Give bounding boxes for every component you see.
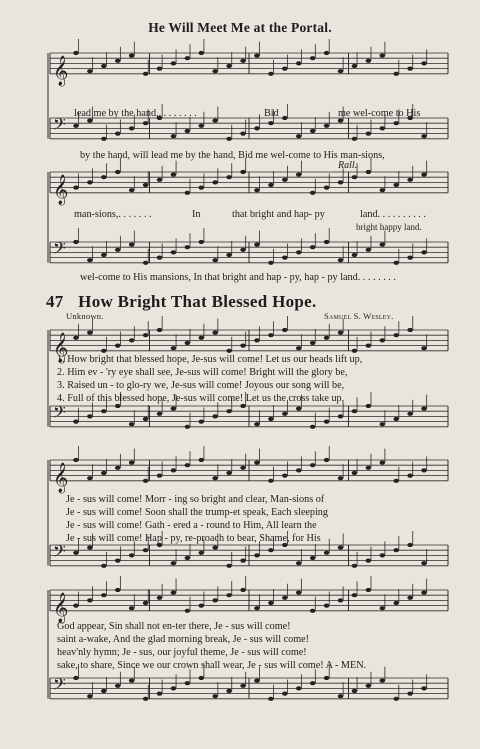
note-head bbox=[296, 591, 302, 595]
note-head bbox=[268, 548, 274, 552]
note-head bbox=[199, 551, 205, 555]
note-head bbox=[240, 588, 246, 592]
verse-line: Je - sus will come! Hap - py, re-proach to bear, Shame, for His bbox=[66, 533, 321, 544]
hymn-title: How Bright That Blessed Hope. bbox=[78, 292, 317, 311]
note-head bbox=[254, 338, 260, 342]
note-head bbox=[73, 420, 79, 424]
note-head bbox=[115, 466, 121, 470]
note-head bbox=[338, 258, 344, 262]
note-head bbox=[338, 69, 344, 73]
note-head bbox=[282, 67, 288, 71]
note-head bbox=[254, 243, 260, 247]
note-head bbox=[282, 256, 288, 260]
note-head bbox=[87, 258, 93, 262]
note-head bbox=[212, 414, 218, 418]
note-head bbox=[352, 564, 358, 568]
note-head bbox=[143, 548, 149, 552]
note-head bbox=[199, 604, 205, 608]
note-head bbox=[310, 191, 316, 195]
note-head bbox=[212, 258, 218, 262]
note-head bbox=[226, 175, 232, 179]
note-head bbox=[338, 694, 344, 698]
note-head bbox=[212, 119, 218, 123]
note-head bbox=[115, 344, 121, 348]
bass-clef-icon: 𝄢 bbox=[53, 238, 66, 262]
note-head bbox=[407, 474, 413, 478]
note-head bbox=[143, 417, 149, 421]
note-head bbox=[421, 61, 427, 65]
hymn-heading bbox=[46, 292, 317, 312]
note-head bbox=[73, 186, 79, 190]
note-head bbox=[421, 173, 427, 177]
note-head bbox=[226, 564, 232, 568]
note-head bbox=[171, 134, 177, 138]
note-head bbox=[199, 186, 205, 190]
note-head bbox=[129, 606, 135, 610]
note-head bbox=[115, 588, 121, 592]
verse-line: 2. Him ev - 'ry eye shall see, Je-sus will come! Bright will the glory be, bbox=[57, 367, 348, 378]
note-head bbox=[143, 261, 149, 265]
note-head bbox=[282, 328, 288, 332]
note-head bbox=[87, 119, 93, 123]
note-head bbox=[226, 409, 232, 413]
note-head bbox=[366, 559, 372, 563]
treble-clef-icon: 𝄞 bbox=[53, 332, 69, 363]
note-head bbox=[87, 414, 93, 418]
note-head bbox=[407, 543, 413, 547]
note-head bbox=[101, 64, 107, 68]
note-head bbox=[157, 412, 163, 416]
note-head bbox=[240, 684, 246, 688]
note-head bbox=[185, 556, 191, 560]
note-head bbox=[101, 137, 107, 141]
note-head bbox=[101, 253, 107, 257]
lyric-line: Bid bbox=[264, 108, 279, 119]
note-head bbox=[143, 183, 149, 187]
note-head bbox=[254, 679, 260, 683]
note-head bbox=[73, 604, 79, 608]
note-head bbox=[115, 59, 121, 63]
note-head bbox=[171, 561, 177, 565]
lyric-line: that bright and hap- py bbox=[232, 209, 325, 220]
note-head bbox=[324, 51, 330, 55]
verse-line: 1. How bright that blessed hope, Je-sus will come! Let us our heads lift up, bbox=[57, 354, 363, 365]
verse-line: sake, to share, Since we our crown shall wear, Je - sus will come! A - MEN. bbox=[57, 660, 367, 671]
note-head bbox=[324, 240, 330, 244]
note-head bbox=[157, 178, 163, 182]
note-head bbox=[129, 243, 135, 247]
previous-hymn-title: He Will Meet Me at the Portal. bbox=[148, 20, 332, 35]
note-head bbox=[268, 479, 274, 483]
note-head bbox=[324, 551, 330, 555]
lyric-line: wel-come to His mansions, In that bright and hap - py, hap - py land. . . . . . . . bbox=[80, 272, 396, 283]
note-head bbox=[352, 689, 358, 693]
note-head bbox=[157, 474, 163, 478]
note-head bbox=[421, 468, 427, 472]
verse-line: 3. Raised un - to glo-ry we, Je-sus will come! Joyous our song will be, bbox=[57, 380, 345, 391]
note-head bbox=[226, 137, 232, 141]
note-head bbox=[380, 422, 386, 426]
treble-clef-icon: 𝄞 bbox=[53, 55, 69, 86]
note-head bbox=[143, 601, 149, 605]
note-head bbox=[254, 553, 260, 557]
note-head bbox=[171, 173, 177, 177]
bass-clef-icon: 𝄢 bbox=[53, 541, 66, 565]
treble-clef-icon: 𝄞 bbox=[53, 462, 69, 493]
note-head bbox=[338, 598, 344, 602]
note-head bbox=[129, 338, 135, 342]
note-head bbox=[380, 126, 386, 130]
hymn-number: 47 bbox=[46, 292, 64, 311]
note-head bbox=[352, 137, 358, 141]
note-head bbox=[115, 248, 121, 252]
note-head bbox=[324, 604, 330, 608]
note-head bbox=[171, 407, 177, 411]
note-head bbox=[407, 328, 413, 332]
note-head bbox=[421, 591, 427, 595]
note-head bbox=[282, 178, 288, 182]
note-head bbox=[338, 476, 344, 480]
note-head bbox=[143, 333, 149, 337]
note-head bbox=[254, 54, 260, 58]
note-head bbox=[393, 121, 399, 125]
note-head bbox=[324, 186, 330, 190]
note-head bbox=[157, 256, 163, 260]
note-head bbox=[254, 126, 260, 130]
note-head bbox=[421, 686, 427, 690]
note-head bbox=[407, 256, 413, 260]
note-head bbox=[115, 170, 121, 174]
note-head bbox=[87, 180, 93, 184]
note-head bbox=[393, 72, 399, 76]
note-head bbox=[73, 124, 79, 128]
note-head bbox=[296, 468, 302, 472]
note-head bbox=[226, 253, 232, 257]
note-head bbox=[324, 336, 330, 340]
note-head bbox=[421, 250, 427, 254]
note-head bbox=[352, 253, 358, 257]
note-head bbox=[212, 69, 218, 73]
note-head bbox=[240, 170, 246, 174]
note-head bbox=[268, 697, 274, 701]
note-head bbox=[129, 553, 135, 557]
note-head bbox=[212, 598, 218, 602]
note-head bbox=[185, 425, 191, 429]
note-head bbox=[73, 240, 79, 244]
note-head bbox=[115, 404, 121, 408]
note-head bbox=[212, 694, 218, 698]
note-head bbox=[380, 679, 386, 683]
note-head bbox=[310, 556, 316, 560]
note-head bbox=[380, 54, 386, 58]
note-head bbox=[268, 72, 274, 76]
note-head bbox=[101, 471, 107, 475]
note-head bbox=[352, 64, 358, 68]
verse-line: God appear, Sin shall not en-ter there, Je - sus will come! bbox=[57, 621, 291, 632]
note-head bbox=[407, 178, 413, 182]
note-head bbox=[171, 346, 177, 350]
verse-line: Je - sus will come! Soon shall the trump-et speak, Each sleeping bbox=[66, 507, 328, 518]
note-head bbox=[380, 553, 386, 557]
note-head bbox=[143, 72, 149, 76]
note-head bbox=[407, 412, 413, 416]
lyric-line: bright happy land. bbox=[356, 222, 422, 232]
hymn-composer: Samuel S. Wesley. bbox=[324, 311, 394, 321]
lyric-line: In bbox=[192, 209, 201, 220]
bass-clef-icon: 𝄢 bbox=[53, 402, 66, 426]
treble-clef-icon: 𝄞 bbox=[53, 174, 69, 205]
note-head bbox=[171, 61, 177, 65]
note-head bbox=[310, 463, 316, 467]
note-head bbox=[101, 564, 107, 568]
note-head bbox=[268, 261, 274, 265]
note-head bbox=[143, 479, 149, 483]
note-head bbox=[254, 606, 260, 610]
note-head bbox=[393, 183, 399, 187]
note-head bbox=[212, 331, 218, 335]
note-head bbox=[143, 121, 149, 125]
note-head bbox=[338, 180, 344, 184]
note-head bbox=[380, 606, 386, 610]
note-head bbox=[254, 188, 260, 192]
note-head bbox=[282, 116, 288, 120]
note-head bbox=[212, 476, 218, 480]
note-head bbox=[129, 679, 135, 683]
note-head bbox=[310, 56, 316, 60]
note-head bbox=[324, 420, 330, 424]
note-head bbox=[393, 479, 399, 483]
note-head bbox=[296, 686, 302, 690]
note-head bbox=[268, 333, 274, 337]
note-head bbox=[380, 461, 386, 465]
note-head bbox=[338, 546, 344, 550]
note-head bbox=[240, 466, 246, 470]
note-head bbox=[240, 344, 246, 348]
note-head bbox=[226, 471, 232, 475]
note-head bbox=[73, 51, 79, 55]
note-head bbox=[296, 61, 302, 65]
note-head bbox=[87, 598, 93, 602]
note-head bbox=[282, 596, 288, 600]
note-head bbox=[226, 64, 232, 68]
note-head bbox=[352, 349, 358, 353]
note-head bbox=[268, 601, 274, 605]
note-head bbox=[226, 349, 232, 353]
note-head bbox=[366, 588, 372, 592]
note-head bbox=[185, 56, 191, 60]
note-head bbox=[393, 601, 399, 605]
note-head bbox=[366, 59, 372, 63]
note-head bbox=[393, 548, 399, 552]
note-head bbox=[421, 134, 427, 138]
note-head bbox=[310, 609, 316, 613]
note-head bbox=[421, 346, 427, 350]
lyric-line: lead me by the hand,. . . . . . . . bbox=[74, 108, 197, 119]
note-head bbox=[115, 684, 121, 688]
hymn-author: Unknown. bbox=[66, 311, 104, 321]
note-head bbox=[101, 175, 107, 179]
verse-line: heav'nly hymn; Je - sus, our joyful theme, Je - sus will come! bbox=[57, 647, 307, 658]
note-head bbox=[393, 333, 399, 337]
note-head bbox=[240, 404, 246, 408]
note-head bbox=[73, 336, 79, 340]
note-head bbox=[310, 681, 316, 685]
note-head bbox=[338, 119, 344, 123]
note-head bbox=[87, 476, 93, 480]
note-head bbox=[185, 341, 191, 345]
note-head bbox=[129, 126, 135, 130]
note-head bbox=[185, 463, 191, 467]
note-head bbox=[324, 458, 330, 462]
note-head bbox=[171, 250, 177, 254]
note-head bbox=[129, 422, 135, 426]
verse-line: 4. Full of this blessed hope, Je-sus will come! Let us the cross take up, bbox=[57, 393, 345, 404]
note-head bbox=[199, 124, 205, 128]
note-head bbox=[352, 593, 358, 597]
note-head bbox=[296, 346, 302, 350]
note-head bbox=[212, 546, 218, 550]
note-head bbox=[87, 546, 93, 550]
note-head bbox=[393, 261, 399, 265]
note-head bbox=[366, 404, 372, 408]
note-head bbox=[73, 676, 79, 680]
note-head bbox=[268, 121, 274, 125]
note-head bbox=[268, 417, 274, 421]
note-head bbox=[240, 248, 246, 252]
note-head bbox=[240, 59, 246, 63]
note-head bbox=[212, 180, 218, 184]
note-head bbox=[421, 407, 427, 411]
note-head bbox=[143, 697, 149, 701]
note-head bbox=[73, 551, 79, 555]
note-head bbox=[199, 336, 205, 340]
note-head bbox=[185, 681, 191, 685]
note-head bbox=[296, 407, 302, 411]
note-head bbox=[407, 67, 413, 71]
note-head bbox=[226, 593, 232, 597]
lyric-line: me wel-come to His bbox=[338, 108, 421, 119]
note-head bbox=[282, 412, 288, 416]
note-head bbox=[282, 692, 288, 696]
note-head bbox=[421, 561, 427, 565]
note-head bbox=[115, 559, 121, 563]
note-head bbox=[199, 51, 205, 55]
bass-clef-icon: 𝄢 bbox=[53, 114, 66, 138]
lyric-line: man-sions,. . . . . . . bbox=[74, 209, 152, 220]
note-head bbox=[185, 191, 191, 195]
note-head bbox=[157, 328, 163, 332]
note-head bbox=[185, 245, 191, 249]
note-head bbox=[366, 170, 372, 174]
note-head bbox=[240, 132, 246, 136]
note-head bbox=[352, 175, 358, 179]
note-head bbox=[171, 686, 177, 690]
note-head bbox=[157, 67, 163, 71]
lyric-line: land. . . . . . . . . . bbox=[360, 209, 426, 220]
note-head bbox=[407, 692, 413, 696]
note-head bbox=[310, 425, 316, 429]
note-head bbox=[87, 331, 93, 335]
note-head bbox=[296, 134, 302, 138]
note-head bbox=[366, 344, 372, 348]
note-head bbox=[185, 129, 191, 133]
note-head bbox=[296, 250, 302, 254]
note-head bbox=[254, 461, 260, 465]
verse-line: saint a-wake, And the glad morning break, Je - sus will come! bbox=[57, 634, 310, 645]
note-head bbox=[310, 245, 316, 249]
note-head bbox=[199, 676, 205, 680]
note-head bbox=[324, 676, 330, 680]
lyric-line: by the hand, will lead me by the hand, Bid me wel-come to His man-sions, bbox=[80, 150, 385, 161]
note-head bbox=[296, 561, 302, 565]
note-head bbox=[101, 409, 107, 413]
tempo-marking: Rall. bbox=[338, 160, 358, 171]
note-head bbox=[171, 468, 177, 472]
note-head bbox=[393, 697, 399, 701]
note-head bbox=[310, 341, 316, 345]
note-head bbox=[129, 461, 135, 465]
verse-line: Je - sus will come! Morr - ing so bright and clear, Man-sions of bbox=[66, 494, 325, 505]
note-head bbox=[101, 349, 107, 353]
note-head bbox=[254, 422, 260, 426]
note-head bbox=[393, 417, 399, 421]
note-head bbox=[115, 132, 121, 136]
note-head bbox=[352, 409, 358, 413]
note-head bbox=[199, 420, 205, 424]
verse-line: Je - sus will come! Gath - ered a - round to Him, All learn the bbox=[66, 520, 317, 531]
note-head bbox=[366, 466, 372, 470]
note-head bbox=[366, 132, 372, 136]
note-head bbox=[171, 591, 177, 595]
treble-clef-icon: 𝄞 bbox=[53, 592, 69, 623]
note-head bbox=[87, 69, 93, 73]
note-head bbox=[380, 243, 386, 247]
note-head bbox=[366, 248, 372, 252]
note-head bbox=[157, 692, 163, 696]
note-head bbox=[366, 684, 372, 688]
note-head bbox=[338, 414, 344, 418]
note-head bbox=[338, 331, 344, 335]
bass-clef-icon: 𝄢 bbox=[53, 674, 66, 698]
note-head bbox=[185, 609, 191, 613]
note-head bbox=[87, 694, 93, 698]
note-head bbox=[407, 596, 413, 600]
note-head bbox=[73, 458, 79, 462]
note-head bbox=[380, 188, 386, 192]
note-head bbox=[129, 54, 135, 58]
note-head bbox=[101, 593, 107, 597]
note-head bbox=[129, 188, 135, 192]
note-head bbox=[310, 129, 316, 133]
note-head bbox=[226, 689, 232, 693]
note-head bbox=[296, 173, 302, 177]
note-head bbox=[352, 471, 358, 475]
note-head bbox=[268, 183, 274, 187]
note-head bbox=[157, 596, 163, 600]
note-head bbox=[282, 474, 288, 478]
note-head bbox=[240, 559, 246, 563]
note-head bbox=[199, 458, 205, 462]
note-head bbox=[101, 689, 107, 693]
note-head bbox=[380, 338, 386, 342]
note-head bbox=[324, 124, 330, 128]
note-head bbox=[199, 240, 205, 244]
